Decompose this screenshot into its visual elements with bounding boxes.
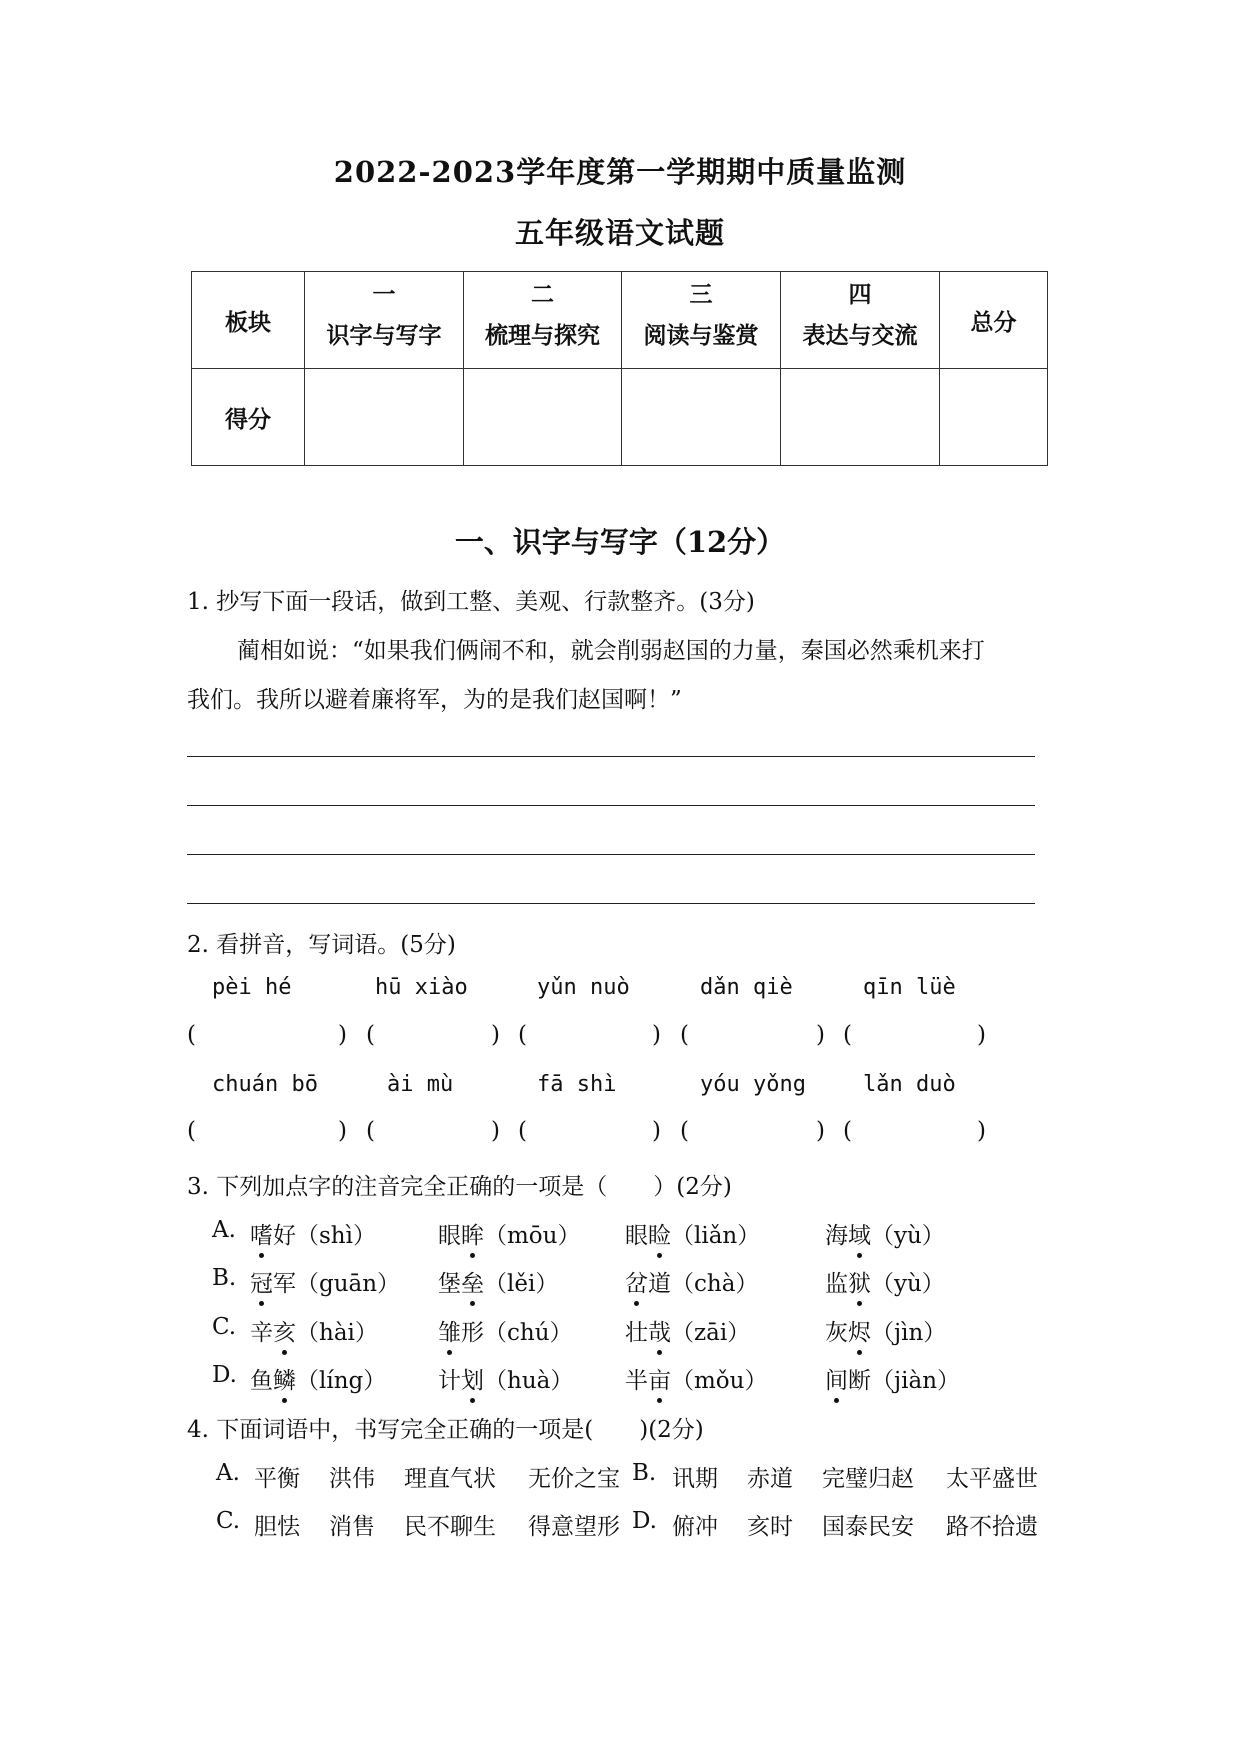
- option-item: [625, 1314, 750, 1347]
- pinyin-item: chuán bō: [212, 1072, 318, 1097]
- copy-text-line-2: 我们。我所以避着廉将军，为的是我们赵国啊！”: [187, 687, 682, 713]
- option-label: A.: [212, 1217, 236, 1243]
- option-item: [825, 1217, 945, 1250]
- score-table-header-row: [192, 272, 1048, 369]
- option-item: [438, 1314, 573, 1347]
- writing-line[interactable]: [187, 756, 1035, 757]
- exam-subtitle: 五年级语文试题: [514, 216, 725, 250]
- section-title: 一、识字与写字（12分）: [454, 525, 786, 559]
- answer-paren-close: ): [977, 1118, 986, 1144]
- pinyin-item: pèi hé: [212, 975, 292, 1000]
- word-item: 俯冲: [672, 1514, 718, 1540]
- option-label: B.: [632, 1460, 657, 1486]
- score-cell-total[interactable]: [940, 369, 1048, 466]
- col-section-4: [781, 272, 940, 369]
- option-item-pre: 监: [825, 1271, 848, 1297]
- pinyin-item: hū xiào: [375, 975, 468, 1000]
- word-item: 亥时: [747, 1514, 793, 1540]
- option-item-post: （huà）: [484, 1368, 574, 1394]
- answer-paren-close: ): [977, 1022, 986, 1048]
- copy-text-line-1: 蔺相如说：“如果我们俩闹不和，就会削弱赵国的力量，秦国必然乘机来打: [237, 638, 985, 664]
- option-item: [250, 1314, 378, 1347]
- option-label: B.: [212, 1265, 237, 1291]
- col-num: 四: [848, 281, 872, 308]
- answer-paren-close: ): [816, 1118, 825, 1144]
- word-item: 洪伟: [329, 1466, 375, 1492]
- option-item-post: （hài）: [296, 1320, 378, 1346]
- option-item-post: 形（chú）: [461, 1320, 573, 1346]
- option-item: [625, 1217, 760, 1250]
- pinyin-item: yóu yǒng: [700, 1072, 806, 1097]
- col-name: 阅读与鉴赏: [643, 322, 759, 349]
- answer-paren-open: (: [843, 1118, 852, 1144]
- option-item-pre: 鱼: [250, 1368, 273, 1394]
- option-item-pre: 辛: [250, 1320, 273, 1346]
- answer-paren-close: ): [652, 1118, 661, 1144]
- row-label-score: 得分: [192, 369, 305, 466]
- option-item-pre: 灰: [825, 1320, 848, 1346]
- option-item: [625, 1362, 767, 1395]
- dotted-char: 亥: [273, 1314, 296, 1347]
- option-item-pre: 海: [825, 1223, 848, 1249]
- dotted-char: 眸: [461, 1217, 484, 1250]
- writing-line[interactable]: [187, 903, 1035, 904]
- option-item: [438, 1362, 573, 1395]
- col-name: 表达与交流: [802, 322, 918, 349]
- col-total: 总分: [940, 272, 1048, 369]
- word-item: 讯期: [672, 1466, 718, 1492]
- answer-paren-open: (: [518, 1022, 527, 1048]
- word-item: 赤道: [747, 1466, 793, 1492]
- pinyin-item: dǎn qiè: [700, 975, 793, 1000]
- option-item: [250, 1362, 386, 1395]
- option-item-post: （jìn）: [871, 1320, 947, 1346]
- word-item: 理直气状: [404, 1466, 496, 1492]
- dotted-char: 哉: [648, 1314, 671, 1347]
- score-cell-2[interactable]: [464, 369, 622, 466]
- option-item: [250, 1265, 400, 1298]
- option-item-post: 道（chà）: [648, 1271, 759, 1297]
- word-item: 路不拾遗: [946, 1514, 1038, 1540]
- question-2-stem: 2. 看拼音，写词语。(5分): [187, 932, 456, 958]
- option-item: [625, 1265, 758, 1298]
- answer-paren-open: (: [366, 1118, 375, 1144]
- col-num: 二: [531, 281, 554, 308]
- question-4-stem: 4. 下面词语中，书写完全正确的一项是( )(2分): [187, 1417, 704, 1443]
- col-section-1: [305, 272, 464, 369]
- word-item: 消售: [329, 1514, 375, 1540]
- option-item-post: 断（jiàn）: [848, 1368, 961, 1394]
- option-item-pre: 半: [625, 1368, 648, 1394]
- option-item-post: （líng）: [296, 1368, 387, 1394]
- dotted-char: 亩: [648, 1362, 671, 1395]
- answer-paren-open: (: [680, 1022, 689, 1048]
- writing-line[interactable]: [187, 854, 1035, 855]
- answer-paren-close: ): [491, 1022, 500, 1048]
- option-item: [825, 1362, 960, 1395]
- score-table: [191, 271, 1048, 466]
- question-1-stem: 1. 抄写下面一段话，做到工整、美观、行款整齐。(3分): [187, 589, 755, 615]
- dotted-char: 烬: [848, 1314, 871, 1347]
- answer-paren-close: ): [816, 1022, 825, 1048]
- dotted-char: 域: [848, 1217, 871, 1250]
- word-item: 完璧归赵: [822, 1466, 914, 1492]
- dotted-char: 雏: [438, 1314, 461, 1347]
- writing-line[interactable]: [187, 805, 1035, 806]
- option-item: [438, 1217, 580, 1250]
- pinyin-item: qīn lüè: [863, 975, 956, 1000]
- option-item-pre: 壮: [625, 1320, 648, 1346]
- col-name: 识字与写字: [326, 322, 442, 349]
- option-item: [825, 1265, 945, 1298]
- option-item-post: （yù）: [871, 1271, 945, 1297]
- option-item-post: （liǎn）: [671, 1223, 761, 1249]
- row-label-section: 板块: [192, 272, 305, 369]
- option-label: D.: [632, 1508, 657, 1534]
- dotted-char: 冠: [250, 1265, 273, 1298]
- answer-paren-close: ): [491, 1118, 500, 1144]
- option-item-post: （mǒu）: [671, 1368, 768, 1394]
- option-label: A.: [216, 1460, 240, 1486]
- col-section-2: [464, 272, 622, 369]
- option-item-pre: 堡: [438, 1271, 461, 1297]
- option-item: [438, 1265, 558, 1298]
- option-item-pre: 眼: [438, 1223, 461, 1249]
- dotted-char: 嗜: [250, 1217, 273, 1250]
- answer-paren-open: (: [366, 1022, 375, 1048]
- word-item: 平衡: [254, 1466, 300, 1492]
- option-label: C.: [212, 1314, 237, 1340]
- word-item: 胆怯: [254, 1514, 300, 1540]
- answer-paren-open: (: [680, 1118, 689, 1144]
- option-item-post: （zāi）: [671, 1320, 751, 1346]
- score-cell-4[interactable]: [781, 369, 940, 466]
- option-item-post: （mōu）: [484, 1223, 581, 1249]
- col-section-3: [622, 272, 781, 369]
- score-table-score-row: [192, 369, 1048, 466]
- col-num: 三: [689, 281, 713, 308]
- word-item: 民不聊生: [404, 1514, 496, 1540]
- option-label: C.: [216, 1508, 241, 1534]
- option-item-pre: 计: [438, 1368, 461, 1394]
- option-label: D.: [212, 1362, 237, 1388]
- pinyin-item: lǎn duò: [863, 1072, 956, 1097]
- word-item: 得意望形: [528, 1514, 620, 1540]
- question-3-stem: 3. 下列加点字的注音完全正确的一项是（ ）(2分): [187, 1174, 732, 1200]
- dotted-char: 间: [825, 1362, 848, 1395]
- col-name: 梳理与探究: [485, 322, 600, 349]
- option-item-post: 好（shì）: [273, 1223, 376, 1249]
- answer-paren-close: ): [652, 1022, 661, 1048]
- answer-paren-close: ): [338, 1118, 347, 1144]
- word-item: 无价之宝: [528, 1466, 620, 1492]
- word-item: 太平盛世: [946, 1466, 1038, 1492]
- option-item-post: （yù）: [871, 1223, 945, 1249]
- answer-paren-open: (: [843, 1022, 852, 1048]
- option-item-post: 军（guān）: [273, 1271, 401, 1297]
- col-num: 一: [372, 281, 396, 308]
- pinyin-item: yǔn nuò: [537, 975, 630, 1000]
- word-item: 国泰民安: [822, 1514, 914, 1540]
- option-item-pre: 眼: [625, 1223, 648, 1249]
- answer-paren-open: (: [518, 1118, 527, 1144]
- dotted-char: 鳞: [273, 1362, 296, 1395]
- score-cell-1[interactable]: [305, 369, 464, 466]
- dotted-char: 岔: [625, 1265, 648, 1298]
- option-item: [250, 1217, 376, 1250]
- dotted-char: 狱: [848, 1265, 871, 1298]
- score-cell-3[interactable]: [622, 369, 781, 466]
- option-item: [825, 1314, 946, 1347]
- answer-paren-open: (: [187, 1118, 196, 1144]
- pinyin-item: ài mù: [387, 1072, 454, 1097]
- dotted-char: 划: [461, 1362, 484, 1395]
- exam-title: 2022-2023学年度第一学期期中质量监测: [333, 155, 907, 189]
- pinyin-item: fā shì: [537, 1072, 617, 1097]
- option-item-post: （lěi）: [484, 1271, 559, 1297]
- dotted-char: 垒: [461, 1265, 484, 1298]
- answer-paren-close: ): [338, 1022, 347, 1048]
- answer-paren-open: (: [187, 1022, 196, 1048]
- dotted-char: 睑: [648, 1217, 671, 1250]
